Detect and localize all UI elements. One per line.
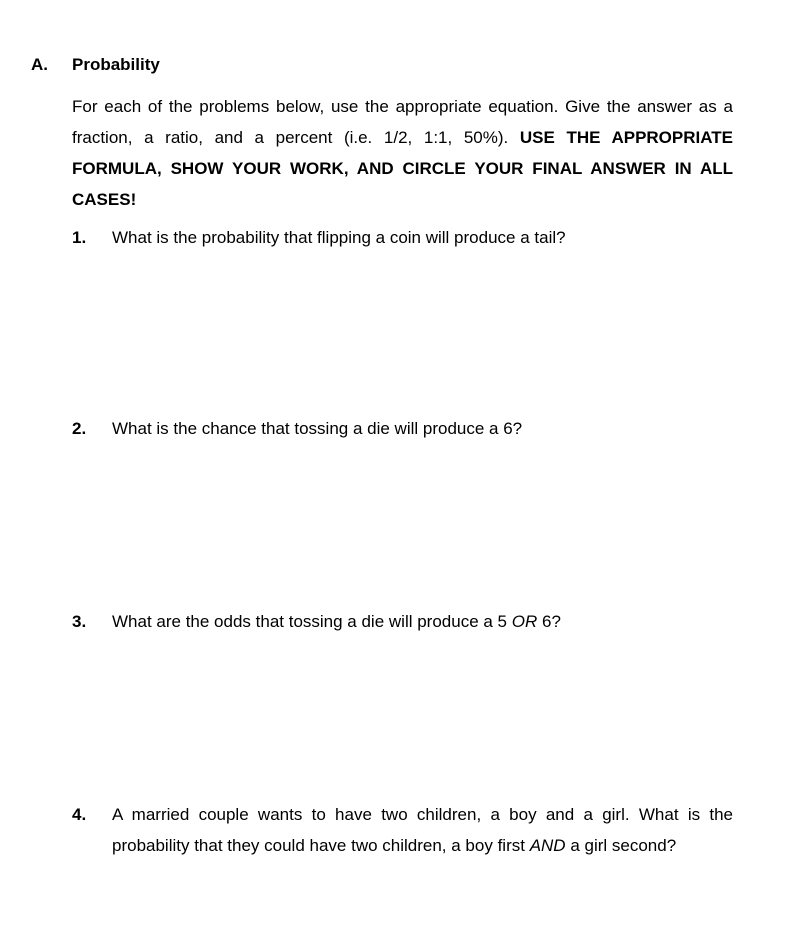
problem-number: 1. (72, 228, 87, 247)
instructions-emphasis: USE THE APPROPRIATE FORMULA, SHOW YOUR WORK, AND CIRCLE YOUR FINAL ANSWER IN ALL CASES! (72, 128, 733, 209)
problem-number: 3. (72, 612, 87, 631)
problem-2 (72, 413, 733, 444)
problem-question-end: 6? (541, 612, 561, 631)
instructions-text: For each of the problems below, use the appropriate equation. Give the answer as a fraction, a ratio, and a percent (i.e. 1/2, 1:1, 50%). (72, 97, 733, 147)
instructions (72, 91, 733, 215)
problem-emphasis: AND (529, 836, 566, 855)
problem-text (112, 413, 733, 444)
section-title: Probability (72, 55, 160, 74)
problem-question: What is the chance that tossing a die will produce a 6? (112, 419, 523, 438)
problem-question-end: a girl second? (570, 836, 677, 855)
problem-number: 2. (72, 419, 87, 438)
problem-text (112, 799, 733, 861)
problem-text (112, 222, 733, 253)
problem-question: What is the probability that flipping a coin will produce a tail? (112, 228, 566, 247)
problem-question: What are the odds that tossing a die will produce a 5 (112, 612, 508, 631)
section-letter: A. (31, 55, 48, 74)
problem-3 (72, 606, 733, 637)
problem-4 (72, 799, 733, 861)
problem-emphasis: OR (511, 612, 538, 631)
problem-text (112, 606, 733, 637)
problem-question: A married couple wants to have two children, a boy and a girl. What is the probability that they could have two children, a boy first (112, 805, 733, 855)
problem-1 (72, 222, 733, 253)
problem-number: 4. (72, 805, 87, 824)
